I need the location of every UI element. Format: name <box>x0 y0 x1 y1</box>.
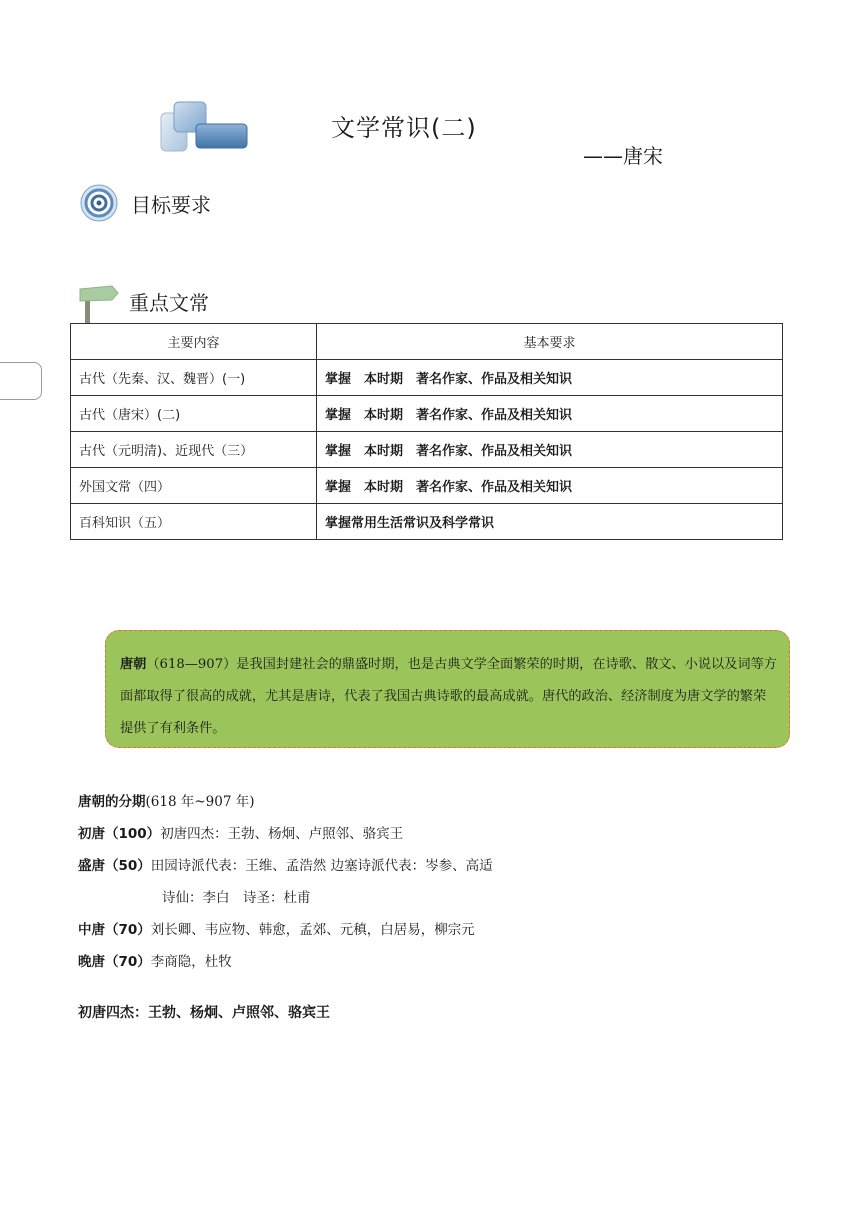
table-cell: 掌握 本时期 著名作家、作品及相关知识 <box>317 468 783 504</box>
table-row <box>71 360 783 396</box>
period-text: 刘长卿、韦应物、韩愈，孟郊、元稹，白居易，柳宗元 <box>150 922 475 938</box>
period-label: 晚唐（70） <box>78 954 151 970</box>
period-list <box>78 790 493 982</box>
requirements-table <box>70 323 783 540</box>
table-cell: 掌握 本时期 著名作家、作品及相关知识 <box>317 396 783 432</box>
table-cell: 百科知识（五） <box>71 504 317 540</box>
section-heading-goals: 目标要求 <box>131 193 211 217</box>
period-label: 盛唐（50） <box>78 858 151 874</box>
logo-squares-icon <box>160 100 248 152</box>
page-subtitle: ——唐宋 <box>583 144 663 168</box>
list-item <box>78 918 493 950</box>
period-text: 初唐四杰：王勃、杨炯、卢照邻、骆宾王 <box>160 826 404 842</box>
table-cell: 掌握 本时期 著名作家、作品及相关知识 <box>317 432 783 468</box>
signpost-icon <box>76 283 120 323</box>
table-row <box>71 432 783 468</box>
tang-dynasty-callout <box>105 630 790 748</box>
period-label: 唐朝的分期 <box>78 794 146 810</box>
table-cell: 古代（唐宋）(二) <box>71 396 317 432</box>
list-item <box>78 886 493 918</box>
list-item <box>78 822 493 854</box>
table-cell: 外国文常（四） <box>71 468 317 504</box>
table-cell: 掌握 本时期 著名作家、作品及相关知识 <box>317 360 783 396</box>
period-text: (618 年~907 年) <box>145 794 255 810</box>
table-cell: 古代（先秦、汉、魏晋）(一) <box>71 360 317 396</box>
period-text: 诗仙：李白 诗圣：杜甫 <box>162 890 311 906</box>
target-icon <box>80 184 118 222</box>
period-text: 田园诗派代表：王维、孟浩然 边塞诗派代表：岑参、高适 <box>150 858 493 874</box>
table-row <box>71 504 783 540</box>
period-label: 中唐（70） <box>78 922 151 938</box>
table-header-row <box>71 324 783 360</box>
callout-text: （618—907）是我国封建社会的鼎盛时期，也是古典文学全面繁荣的时期，在诗歌、散文、小说以及词等方面都取得了很高的成就，尤其是唐诗，代表了我国古典诗歌的最高成就。唐代的政治、经济制度为唐文学的繁荣提供了有利条件。 <box>120 657 777 736</box>
period-label: 初唐（100） <box>78 826 161 842</box>
callout-lead: 唐朝 <box>120 657 147 672</box>
table-cell: 古代（元明清)、近现代（三） <box>71 432 317 468</box>
table-header-cell: 基本要求 <box>317 324 783 360</box>
list-item <box>78 950 493 982</box>
table-cell: 掌握常用生活常识及科学常识 <box>317 504 783 540</box>
table-row <box>71 468 783 504</box>
side-tab[interactable] <box>0 362 42 400</box>
table-row <box>71 396 783 432</box>
section-heading-key: 重点文常 <box>129 291 209 315</box>
period-text: 李商隐，杜牧 <box>150 954 232 970</box>
table-header-cell: 主要内容 <box>71 324 317 360</box>
page-title: 文学常识(二) <box>331 114 477 142</box>
list-item <box>78 790 493 822</box>
list-item <box>78 854 493 886</box>
four-masters-heading: 初唐四杰：王勃、杨炯、卢照邻、骆宾王 <box>78 1005 330 1021</box>
